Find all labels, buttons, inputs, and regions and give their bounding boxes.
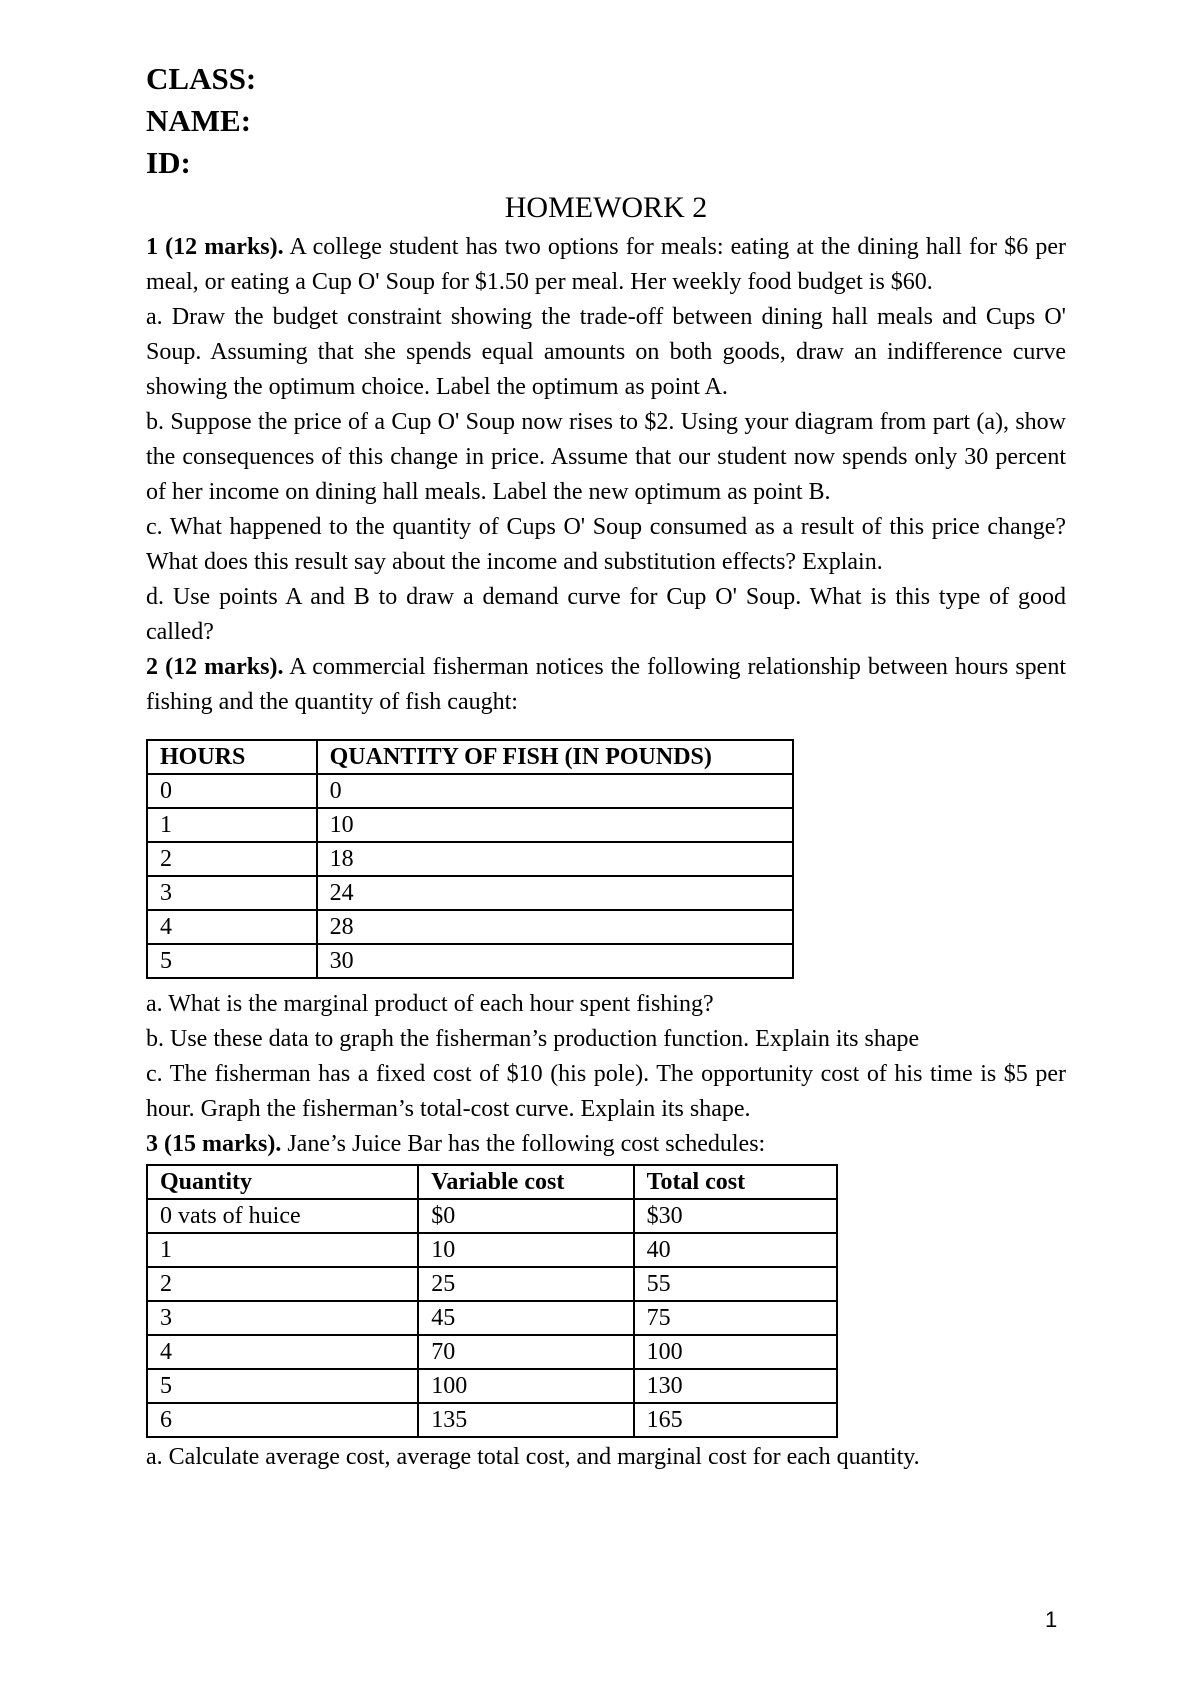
cost-table-row [147, 1369, 837, 1403]
cost-table-cell: 0 vats of huice [147, 1199, 418, 1233]
cost-table-cell: 1 [147, 1233, 418, 1267]
fish-table-row [147, 774, 793, 808]
q2-intro-text: A commercial fisherman notices the following relationship between hours spent fishing and the quantity of fish caught: [146, 654, 1066, 715]
fish-table-header-cell: QUANTITY OF FISH (IN POUNDS) [317, 740, 793, 774]
q1-part-d: d. Use points A and B to draw a demand curve for Cup O' Soup. What is this type of good called? [146, 584, 1066, 645]
cost-table-cell: 2 [147, 1267, 418, 1301]
cost-table-header-row [147, 1165, 837, 1199]
cost-table-cell: 25 [418, 1267, 633, 1301]
cost-table-cell: 70 [418, 1335, 633, 1369]
q3-intro [146, 1127, 1066, 1162]
id-label: ID: [146, 145, 191, 180]
cost-table-cell: 135 [418, 1403, 633, 1437]
cost-table-cell: 130 [634, 1369, 837, 1403]
cost-table-cell: 45 [418, 1301, 633, 1335]
cost-table-cell: 6 [147, 1403, 418, 1437]
page-title: HOMEWORK 2 [504, 191, 708, 224]
cost-table-header-cell: Total cost [634, 1165, 837, 1199]
fish-table-cell: 10 [317, 808, 793, 842]
cost-table-header-cell: Variable cost [418, 1165, 633, 1199]
q2-part-a: a. What is the marginal product of each hour spent fishing? [146, 991, 714, 1017]
cost-table-row [147, 1267, 837, 1301]
name-label: NAME: [146, 103, 252, 138]
cost-table-row [147, 1335, 837, 1369]
cost-table-cell: 5 [147, 1369, 418, 1403]
cost-table-cell: 10 [418, 1233, 633, 1267]
fish-table-row [147, 842, 793, 876]
cost-table [146, 1164, 838, 1438]
class-label: CLASS: [146, 61, 257, 96]
cost-table-row [147, 1233, 837, 1267]
fish-table-cell: 0 [147, 774, 317, 808]
q3-part-a: a. Calculate average cost, average total cost, and marginal cost for each quantity. [146, 1444, 920, 1470]
fish-table-cell: 18 [317, 842, 793, 876]
cost-table-cell: 165 [634, 1403, 837, 1437]
cost-table-cell: 75 [634, 1301, 837, 1335]
fish-table-cell: 3 [147, 876, 317, 910]
q1-intro-text: A college student has two options for meals: eating at the dining hall for $6 per meal, or eating a Cup O' Soup for $1.50 per meal. Her weekly food budget is $60. [146, 234, 1066, 295]
fish-table-header-row [147, 740, 793, 774]
cost-table-row [147, 1403, 837, 1437]
q3-number: 3 (15 marks). [146, 1131, 282, 1157]
q1-part-b: b. Suppose the price of a Cup O' Soup now rises to $2. Using your diagram from part (a), show the consequences of this change in price. Assume that our student now spends only 30 percent of her income on dining hall meals. Label the new optimum as point B. [146, 409, 1066, 505]
fish-table-cell: 24 [317, 876, 793, 910]
page-number: 1 [1045, 1607, 1058, 1632]
cost-table-cell: 40 [634, 1233, 837, 1267]
q2-part-c: c. The fisherman has a fixed cost of $10 (his pole). The opportunity cost of his time is $5 per hour. Graph the fisherman’s total-cost curve. Explain its shape. [146, 1061, 1066, 1122]
cost-table-cell: 55 [634, 1267, 837, 1301]
fish-table-row [147, 944, 793, 978]
q2-intro [146, 650, 1066, 720]
fish-table-row [147, 910, 793, 944]
q2-part-b: b. Use these data to graph the fisherman’s production function. Explain its shape [146, 1026, 920, 1052]
q1-intro [146, 230, 1066, 300]
q2-number: 2 (12 marks). [146, 654, 284, 680]
fish-table-cell: 1 [147, 808, 317, 842]
fish-table-row [147, 876, 793, 910]
fish-table-cell: 5 [147, 944, 317, 978]
document-page [146, 58, 1066, 1475]
q3-intro-text: Jane’s Juice Bar has the following cost schedules: [281, 1131, 766, 1157]
fish-table-cell: 4 [147, 910, 317, 944]
cost-table-cell: $30 [634, 1199, 837, 1233]
fish-table-header-cell: HOURS [147, 740, 317, 774]
cost-table-body [147, 1165, 837, 1437]
fish-table-cell: 30 [317, 944, 793, 978]
cost-table-row [147, 1301, 837, 1335]
fish-table-cell: 2 [147, 842, 317, 876]
cost-table-cell: 3 [147, 1301, 418, 1335]
cost-table-cell: 4 [147, 1335, 418, 1369]
fish-table-cell: 28 [317, 910, 793, 944]
q1-part-a: a. Draw the budget constraint showing the trade-off between dining hall meals and Cups O' Soup. Assuming that she spends equal amounts on both goods, draw an indifference curve showing the optimum choice. Label the optimum as point A. [146, 304, 1066, 400]
cost-table-cell: $0 [418, 1199, 633, 1233]
cost-table-row [147, 1199, 837, 1233]
cost-table-cell: 100 [418, 1369, 633, 1403]
fish-table-cell: 0 [317, 774, 793, 808]
fish-table-row [147, 808, 793, 842]
cost-table-header-cell: Quantity [147, 1165, 418, 1199]
cost-table-cell: 100 [634, 1335, 837, 1369]
q1-number: 1 (12 marks). [146, 234, 284, 260]
fish-table-body [147, 740, 793, 978]
q1-part-c: c. What happened to the quantity of Cups O' Soup consumed as a result of this price change? What does this result say about the income and substitution effects? Explain. [146, 514, 1066, 575]
fish-table [146, 739, 794, 979]
